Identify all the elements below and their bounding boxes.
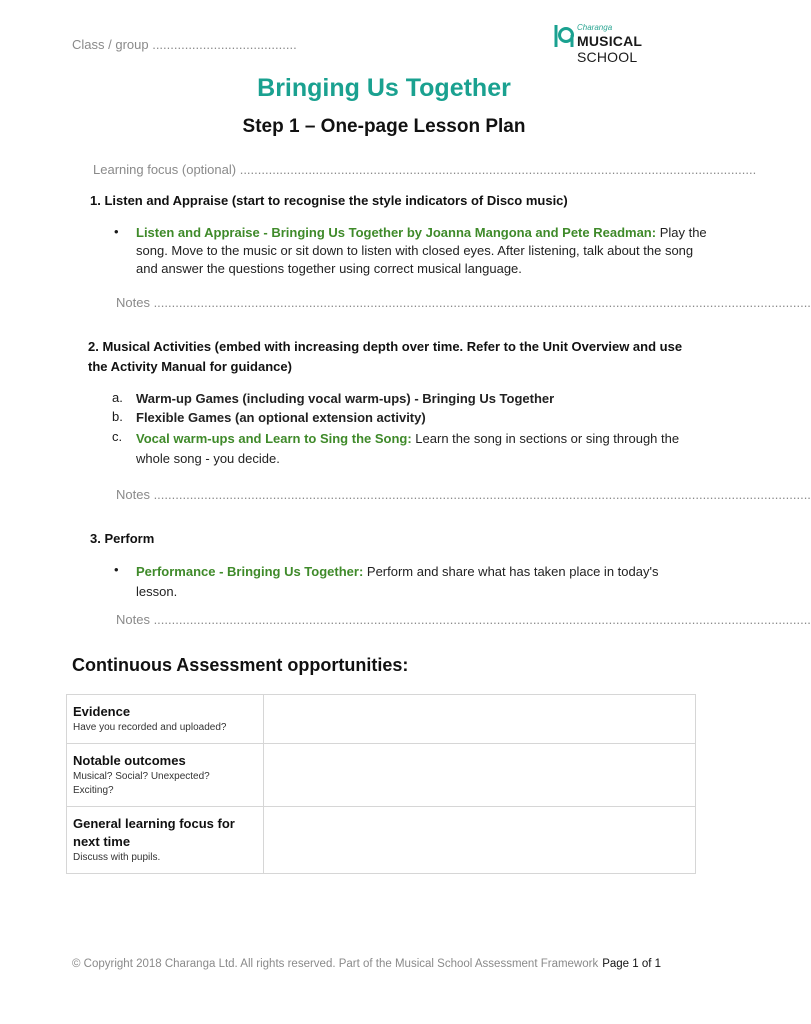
class-group-field: Class / group ........................................ xyxy=(72,37,297,52)
bullet-marker: • xyxy=(114,562,119,577)
listen-appraise-link[interactable]: Listen and Appraise - Bringing Us Together by Joanna Mangona and Pete Readman: xyxy=(136,225,657,240)
page-title: Bringing Us Together xyxy=(257,74,511,102)
logo-big-text: MUSICAL SCHOOL xyxy=(577,33,643,65)
page-subtitle: Step 1 – One-page Lesson Plan xyxy=(242,116,526,137)
table-cell-label xyxy=(67,695,264,744)
copyright-text: © Copyright 2018 Charanga Ltd. All rights reserved. Part of the Musical School Assessment Framework xyxy=(72,958,599,970)
table-row xyxy=(67,807,696,874)
charanga-logo-icon xyxy=(553,23,575,49)
evidence-sub: Have you recorded and uploaded? xyxy=(73,722,227,733)
notes-field: Notes ...................................................................................................................................................................................... xyxy=(116,612,811,627)
list-marker: b. xyxy=(112,409,123,424)
learn-to-sing-link[interactable]: Vocal warm-ups and Learn to Sing the Song: xyxy=(136,431,412,446)
list-item: Vocal warm-ups and Learn to Sing the Song: Learn the song in sections or sing through the whole song - you decide. xyxy=(136,431,680,466)
performance-link[interactable]: Performance - Bringing Us Together: xyxy=(136,564,364,579)
bullet-marker: • xyxy=(114,224,119,239)
list-item: Performance - Bringing Us Together: Perform and share what has taken place in today's lesson. xyxy=(136,564,659,599)
section-1-heading: 1. Listen and Appraise (start to recognise the style indicators of Disco music) xyxy=(90,193,568,208)
section-2-heading: 2. Musical Activities (embed with increasing depth over time. Refer to the Unit Overview and use the Activity Manual for guidance) xyxy=(88,339,683,374)
logo-small-text: Charanga xyxy=(577,23,613,32)
section-3-heading: 3. Perform xyxy=(90,531,155,546)
learning-focus-field: Learning focus (optional) ............................................................................................................................................... xyxy=(93,162,757,177)
table-cell-label xyxy=(67,744,264,807)
notes-field: Notes ...................................................................................................................................................................................... xyxy=(116,295,811,310)
charanga-logo xyxy=(553,23,693,65)
learning-focus-input-cell[interactable] xyxy=(264,807,696,874)
table-row xyxy=(67,744,696,807)
warm-up-games-link[interactable]: Warm-up Games (including vocal warm-ups) - Bringing Us Together xyxy=(136,391,555,406)
assessment-title: Continuous Assessment opportunities: xyxy=(72,655,409,675)
notes-field: Notes ...................................................................................................................................................................................... xyxy=(116,487,811,502)
list-item: Listen and Appraise - Bringing Us Together by Joanna Mangona and Pete Readman: Play the song. Move to the music or sit down to listen with closed eyes. After listening, talk about the song and answer the questions together using correct musical language. xyxy=(136,225,707,276)
list-marker: a. xyxy=(112,390,123,405)
table-cell-label xyxy=(67,807,264,874)
evidence-input-cell[interactable] xyxy=(264,695,696,744)
notable-outcomes-label: Notable outcomes xyxy=(73,753,186,768)
notable-outcomes-input-cell[interactable] xyxy=(264,744,696,807)
evidence-label: Evidence xyxy=(73,704,131,719)
page-number: Page 1 of 1 xyxy=(602,958,662,970)
list-marker: c. xyxy=(112,429,123,444)
learning-focus-sub: Discuss with pupils. xyxy=(73,852,161,863)
table-row xyxy=(67,695,696,744)
learning-focus-label: General learning focus for next time xyxy=(73,816,235,849)
assessment-table xyxy=(66,694,696,874)
footer xyxy=(72,958,661,970)
flexible-games-link[interactable]: Flexible Games (an optional extension activity) xyxy=(136,410,426,425)
notable-outcomes-sub: Musical? Social? Unexpected? Exciting? xyxy=(73,771,210,796)
